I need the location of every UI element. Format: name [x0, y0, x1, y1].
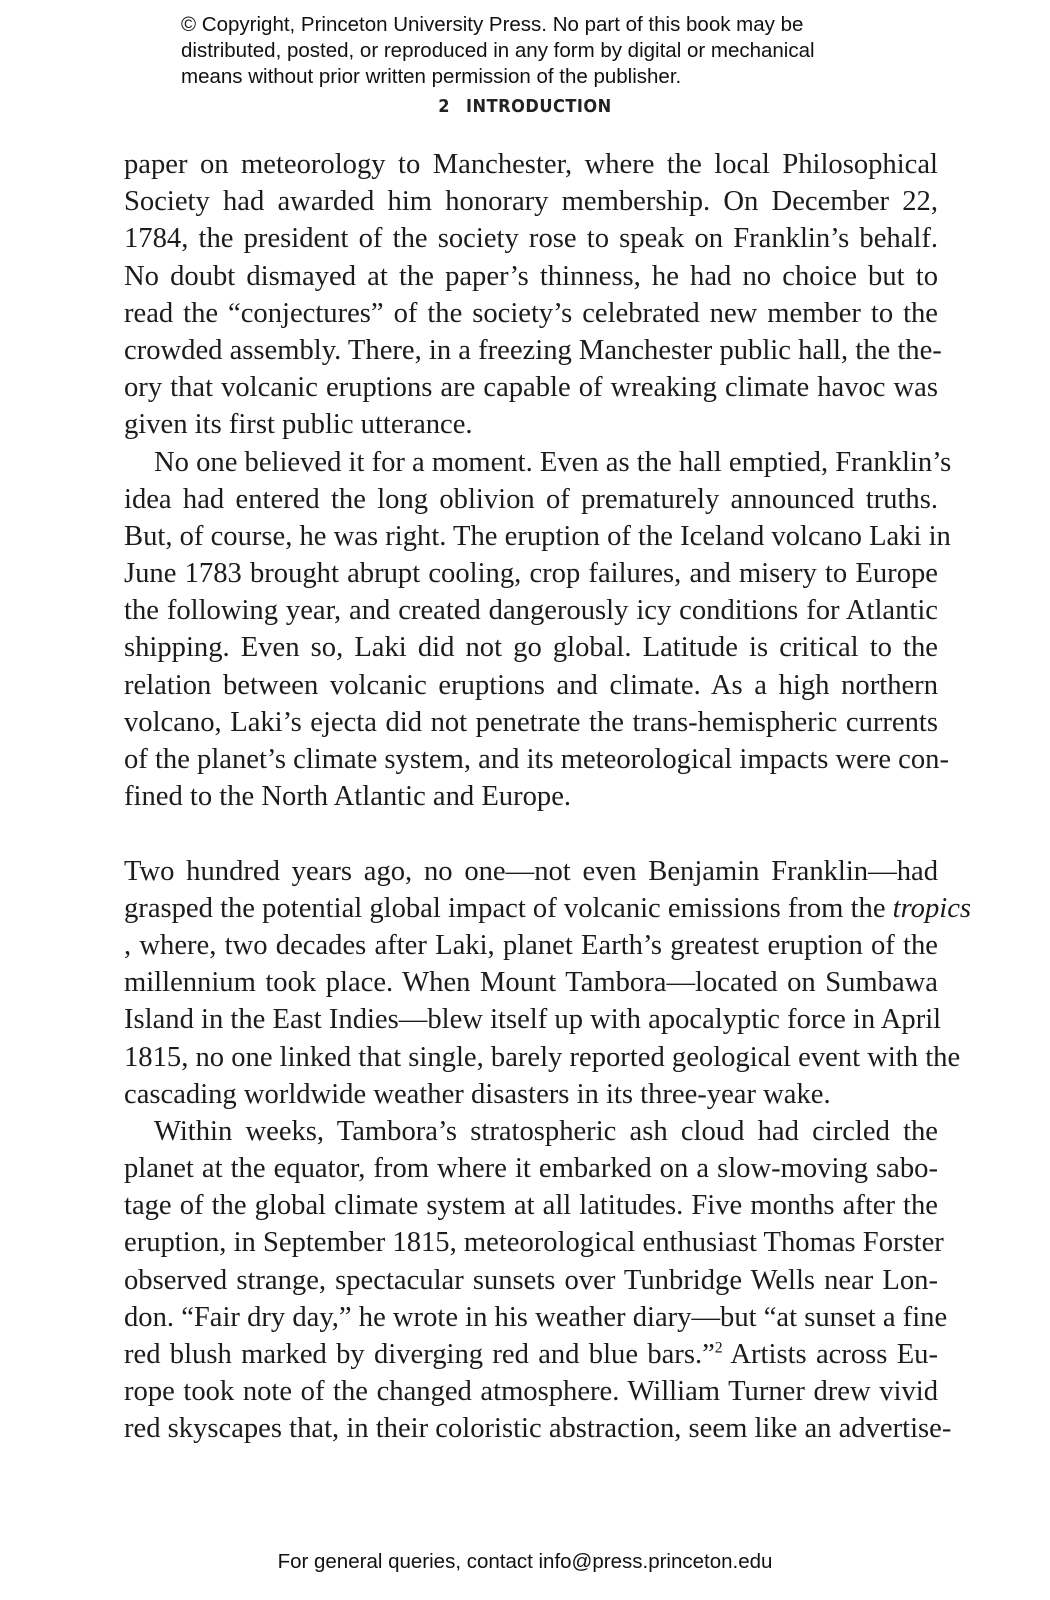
text-line: read the “conjectures” of the society’s celebrated new member to the — [124, 297, 938, 329]
body-text — [124, 146, 972, 1448]
text-line: 1784, the president of the society rose to speak on Franklin’s behalf. — [124, 223, 938, 255]
text-line: millennium took place. When Mount Tambora—located on Sumbawa — [124, 967, 938, 999]
section-break — [124, 815, 938, 852]
text-line — [124, 890, 972, 927]
text-line: But, of course, he was right. The eruption of the Iceland volcano Laki in — [124, 520, 951, 552]
text-line: rope took note of the changed atmosphere. William Turner drew vivid — [124, 1376, 938, 1408]
text-line: Two hundred years ago, no one—not even Benjamin Franklin—had — [124, 855, 938, 887]
text-run: grasped the potential global impact of volcanic emissions from the — [124, 892, 893, 924]
text-line: 1815, no one linked that single, barely reported geological event with the — [124, 1041, 961, 1073]
text-line: Island in the East Indies—blew itself up with apocalyptic force in April — [124, 1004, 942, 1036]
text-line: cascading worldwide weather disasters in its three-year wake. — [124, 1078, 831, 1110]
footer-contact: For general queries, contact info@press.princeton.edu — [277, 1550, 773, 1573]
page-number: 2 — [438, 96, 451, 117]
text-line: given its first public utterance. — [124, 409, 473, 441]
text-line: red skyscapes that, in their coloristic abstraction, seem like an advertise- — [124, 1413, 952, 1445]
text-line: idea had entered the long oblivion of prematurely announced truths. — [124, 483, 938, 515]
text-line: observed strange, spectacular sunsets over Tunbridge Wells near Lon- — [124, 1264, 938, 1296]
text-line: volcano, Laki’s ejecta did not penetrate the trans-hemispheric currents — [124, 706, 938, 738]
text-line: Within weeks, Tambora’s stratospheric ash cloud had circled the — [154, 1115, 938, 1147]
text-line: relation between volcanic eruptions and climate. As a high northern — [124, 669, 938, 701]
text-line: tage of the global climate system at all latitudes. Five months after the — [124, 1190, 938, 1222]
text-line: of the planet’s climate system, and its meteorological impacts were con- — [124, 744, 949, 775]
text-line: eruption, in September 1815, meteorological enthusiast Thomas Forster — [124, 1227, 944, 1259]
text-run: red blush marked by diverging red and blue bars.” — [124, 1339, 715, 1370]
running-head — [0, 96, 1050, 117]
chapter-title: INTRODUCTION — [466, 96, 612, 117]
text-line: , where, two decades after Laki, planet Earth’s greatest eruption of the — [124, 929, 938, 961]
copyright-line: © Copyright, Princeton University Press. No part of this book may be — [181, 13, 804, 36]
text-line: No one believed it for a moment. Even as the hall emptied, Franklin’s — [154, 446, 952, 478]
text-line: June 1783 brought abrupt cooling, crop failures, and misery to Europe — [124, 558, 938, 590]
text-run: Artists across Eu- — [722, 1339, 938, 1370]
text-line: planet at the equator, from where it embarked on a slow-moving sabo- — [124, 1153, 938, 1185]
text-line: paper on meteorology to Manchester, where the local Philosophical — [124, 149, 938, 180]
copyright-notice — [181, 12, 941, 90]
italic-term: tropics — [892, 892, 972, 924]
text-line: don. “Fair dry day,” he wrote in his weather diary—but “at sunset a fine — [124, 1301, 948, 1333]
text-line: shipping. Even so, Laki did not go global. Latitude is critical to the — [124, 632, 938, 664]
text-line: fined to the North Atlantic and Europe. — [124, 781, 572, 813]
text-line — [124, 1336, 938, 1373]
paragraph — [124, 1113, 952, 1448]
text-line: crowded assembly. There, in a freezing Manchester public hall, the the- — [124, 334, 942, 366]
text-line: No doubt dismayed at the paper’s thinness, he had no choice but to — [124, 260, 938, 292]
paragraph — [124, 444, 952, 816]
copyright-line: means without prior written permission of the publisher. — [181, 65, 682, 88]
footnote-ref[interactable]: 2 — [714, 1339, 723, 1357]
paragraph — [124, 146, 942, 444]
text-line: ory that volcanic eruptions are capable of wreaking climate havoc was — [124, 372, 938, 404]
paragraph — [124, 853, 972, 1113]
text-line: the following year, and created dangerously icy conditions for Atlantic — [124, 595, 938, 627]
copyright-line: distributed, posted, or reproduced in any form by digital or mechanical — [181, 39, 815, 62]
text-line: Society had awarded him honorary membership. On December 22, — [124, 186, 938, 218]
